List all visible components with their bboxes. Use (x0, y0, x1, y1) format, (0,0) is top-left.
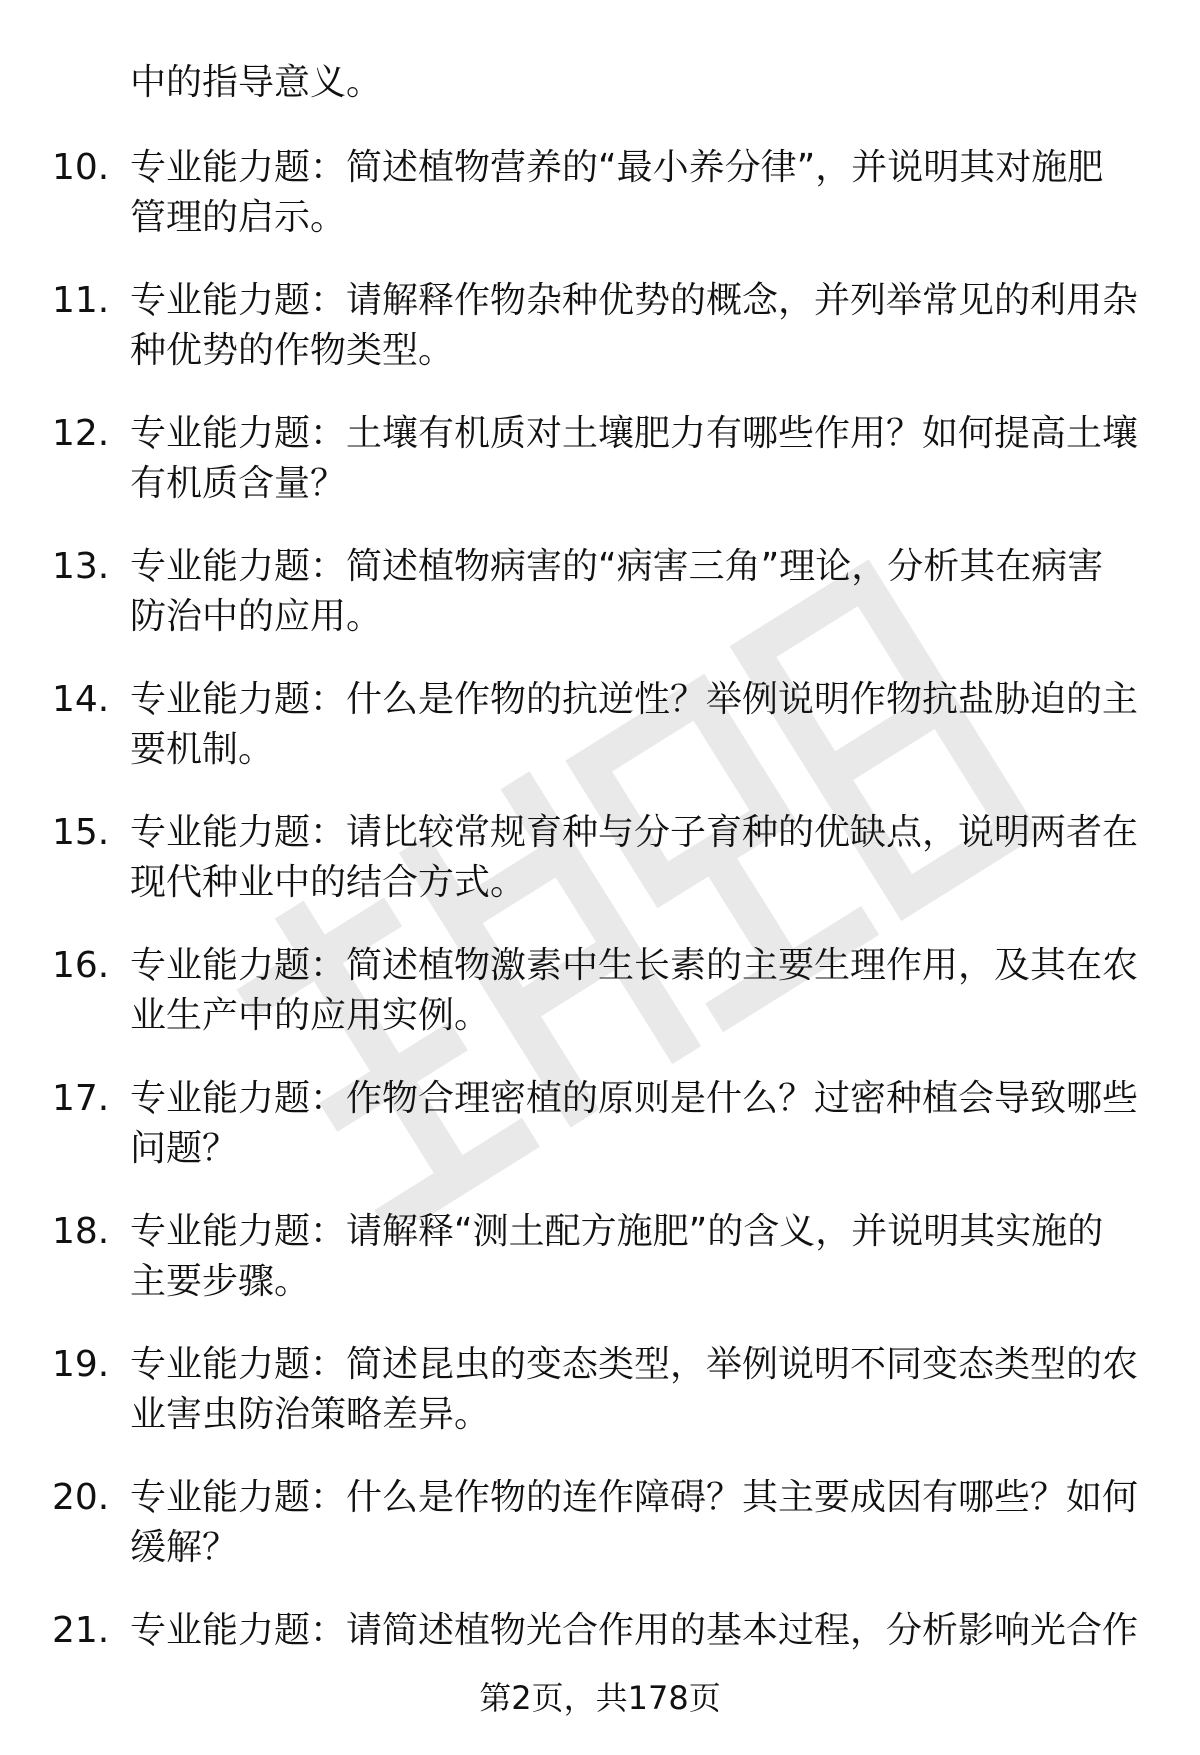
question-text-line: 问题？ (130, 1128, 239, 1169)
question-item (0, 409, 1200, 542)
question-item (0, 1340, 1200, 1473)
question-item (0, 941, 1200, 1074)
question-text-line: 业害虫防治策略差异。 (130, 1394, 491, 1435)
question-number: 10. (52, 147, 110, 188)
question-text-line: 专业能力题：简述植物营养的“最小养分律”，并说明其对施肥 (130, 147, 1104, 188)
question-text (130, 1606, 1140, 1656)
question-text-line: 有机质含量？ (130, 463, 347, 504)
question-text-line: 专业能力题：土壤有机质对土壤肥力有哪些作用？如何提高土壤 (130, 413, 1139, 454)
question-item (0, 276, 1200, 409)
question-number: 15. (52, 812, 110, 853)
question-text (130, 1074, 1140, 1174)
question-text-line: 专业能力题：请解释作物杂种优势的概念，并列举常见的利用杂 (130, 280, 1139, 321)
question-text (130, 808, 1140, 908)
question-text (130, 276, 1140, 376)
question-text-line: 专业能力题：简述植物激素中生长素的主要生理作用，及其在农 (130, 945, 1139, 986)
question-number: 18. (52, 1211, 110, 1252)
question-text-line: 专业能力题：作物合理密植的原则是什么？过密种植会导致哪些 (130, 1078, 1139, 1119)
question-item (0, 675, 1200, 808)
question-number: 12. (52, 413, 110, 454)
question-text (130, 1207, 1140, 1307)
question-text (130, 542, 1140, 642)
question-text-line: 专业能力题：请比较常规育种与分子育种的优缺点，说明两者在 (130, 812, 1139, 853)
question-text-line: 专业能力题：简述昆虫的变态类型，举例说明不同变态类型的农 (130, 1344, 1139, 1385)
question-text-line: 防治中的应用。 (130, 596, 383, 637)
question-number: 20. (52, 1477, 110, 1518)
question-number: 14. (52, 679, 110, 720)
question-item (0, 143, 1200, 276)
question-number: 17. (52, 1078, 110, 1119)
question-text-line: 缓解？ (130, 1527, 239, 1568)
question-text (130, 409, 1140, 509)
question-item (0, 1207, 1200, 1340)
question-text (130, 675, 1140, 775)
question-item (0, 542, 1200, 675)
question-item (0, 808, 1200, 941)
question-number: 11. (52, 280, 110, 321)
question-text (130, 143, 1140, 243)
question-text-line: 专业能力题：请简述植物光合作用的基本过程，分析影响光合作 (130, 1610, 1139, 1651)
question-number: 13. (52, 546, 110, 587)
continuation-text: 中的指导意义。 (130, 62, 383, 103)
question-text-line: 主要步骤。 (130, 1261, 311, 1302)
question-text-line: 管理的启示。 (130, 197, 347, 238)
question-number: 16. (52, 945, 110, 986)
question-text (130, 1340, 1140, 1440)
question-text-line: 要机制。 (130, 729, 275, 770)
question-text (130, 941, 1140, 1041)
question-text-line: 专业能力题：请解释“测土配方施肥”的含义，并说明其实施的 (130, 1211, 1104, 1252)
question-list (0, 143, 1200, 1739)
page-footer: 第2页，共178页 (479, 1679, 721, 1717)
question-text-line: 现代种业中的结合方式。 (130, 862, 527, 903)
question-number: 19. (52, 1344, 110, 1385)
question-text-line: 专业能力题：什么是作物的抗逆性？举例说明作物抗盐胁迫的主 (130, 679, 1139, 720)
question-text (130, 1473, 1140, 1573)
question-number: 21. (52, 1610, 110, 1651)
question-text-line: 专业能力题：什么是作物的连作障碍？其主要成因有哪些？如何 (130, 1477, 1139, 1518)
question-text-line: 专业能力题：简述植物病害的“病害三角”理论，分析其在病害 (130, 546, 1104, 587)
question-text-line: 种优势的作物类型。 (130, 330, 455, 371)
question-text-line: 业生产中的应用实例。 (130, 995, 491, 1036)
question-item (0, 1473, 1200, 1606)
question-item (0, 1074, 1200, 1207)
